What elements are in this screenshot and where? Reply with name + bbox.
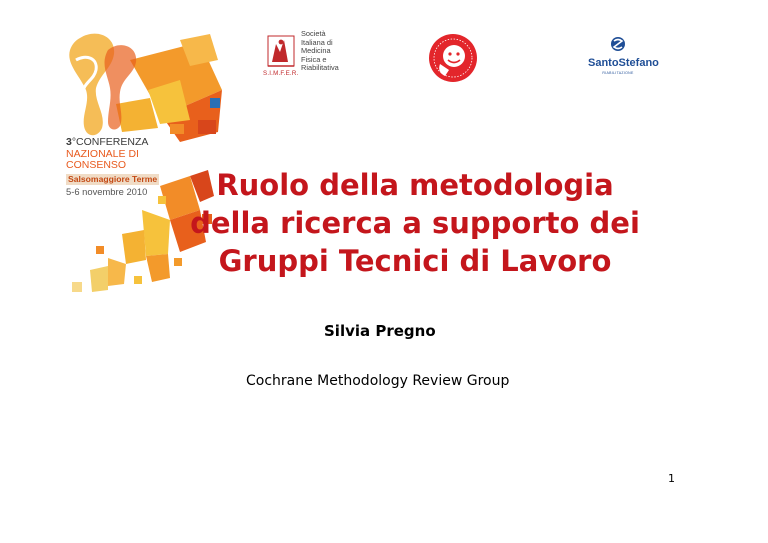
conference-title [66,137,166,198]
author-name: Silvia Pregno [324,322,436,340]
slide-title-line2: della ricerca a supporto dei [190,206,640,240]
santo-stefano-emblem-icon [588,34,648,56]
santo-stefano-logo [588,34,659,80]
conference-line3: CONSENSO [66,159,127,171]
conference-line2a: NAZIONALE [66,147,126,160]
slide-title-line3: Gruppi Tecnici di Lavoro [218,244,612,278]
santo-stefano-name: SantoStefano [588,57,659,69]
red-circle-logo [427,32,479,84]
conference-line1: CONFERENZA [76,136,149,148]
conference-location: Salsomaggiore Terme [68,173,158,184]
slide-title-line1: Ruolo della metodologia [216,168,614,202]
simfer-acronym: S.I.M.F.E.R. [263,70,299,77]
simfer-line: Medicina [301,46,331,56]
conference-number: 3 [66,136,72,148]
simfer-line: Società [301,29,326,38]
conference-ordinal: ° [71,136,77,148]
slide-title [180,166,650,280]
conference-line2b: DI [128,147,139,160]
simfer-name [301,30,339,73]
simfer-line: Riabilitativa [301,63,339,73]
simfer-line: Italiana di [301,37,333,47]
simfer-line: Fisica e [301,54,327,64]
affiliation: Cochrane Methodology Review Group [246,373,510,389]
conference-date: 5-6 novembre 2010 [66,186,148,197]
page-number: 1 [668,472,675,485]
santo-stefano-subtitle: RIABILITAZIONE [602,71,634,75]
